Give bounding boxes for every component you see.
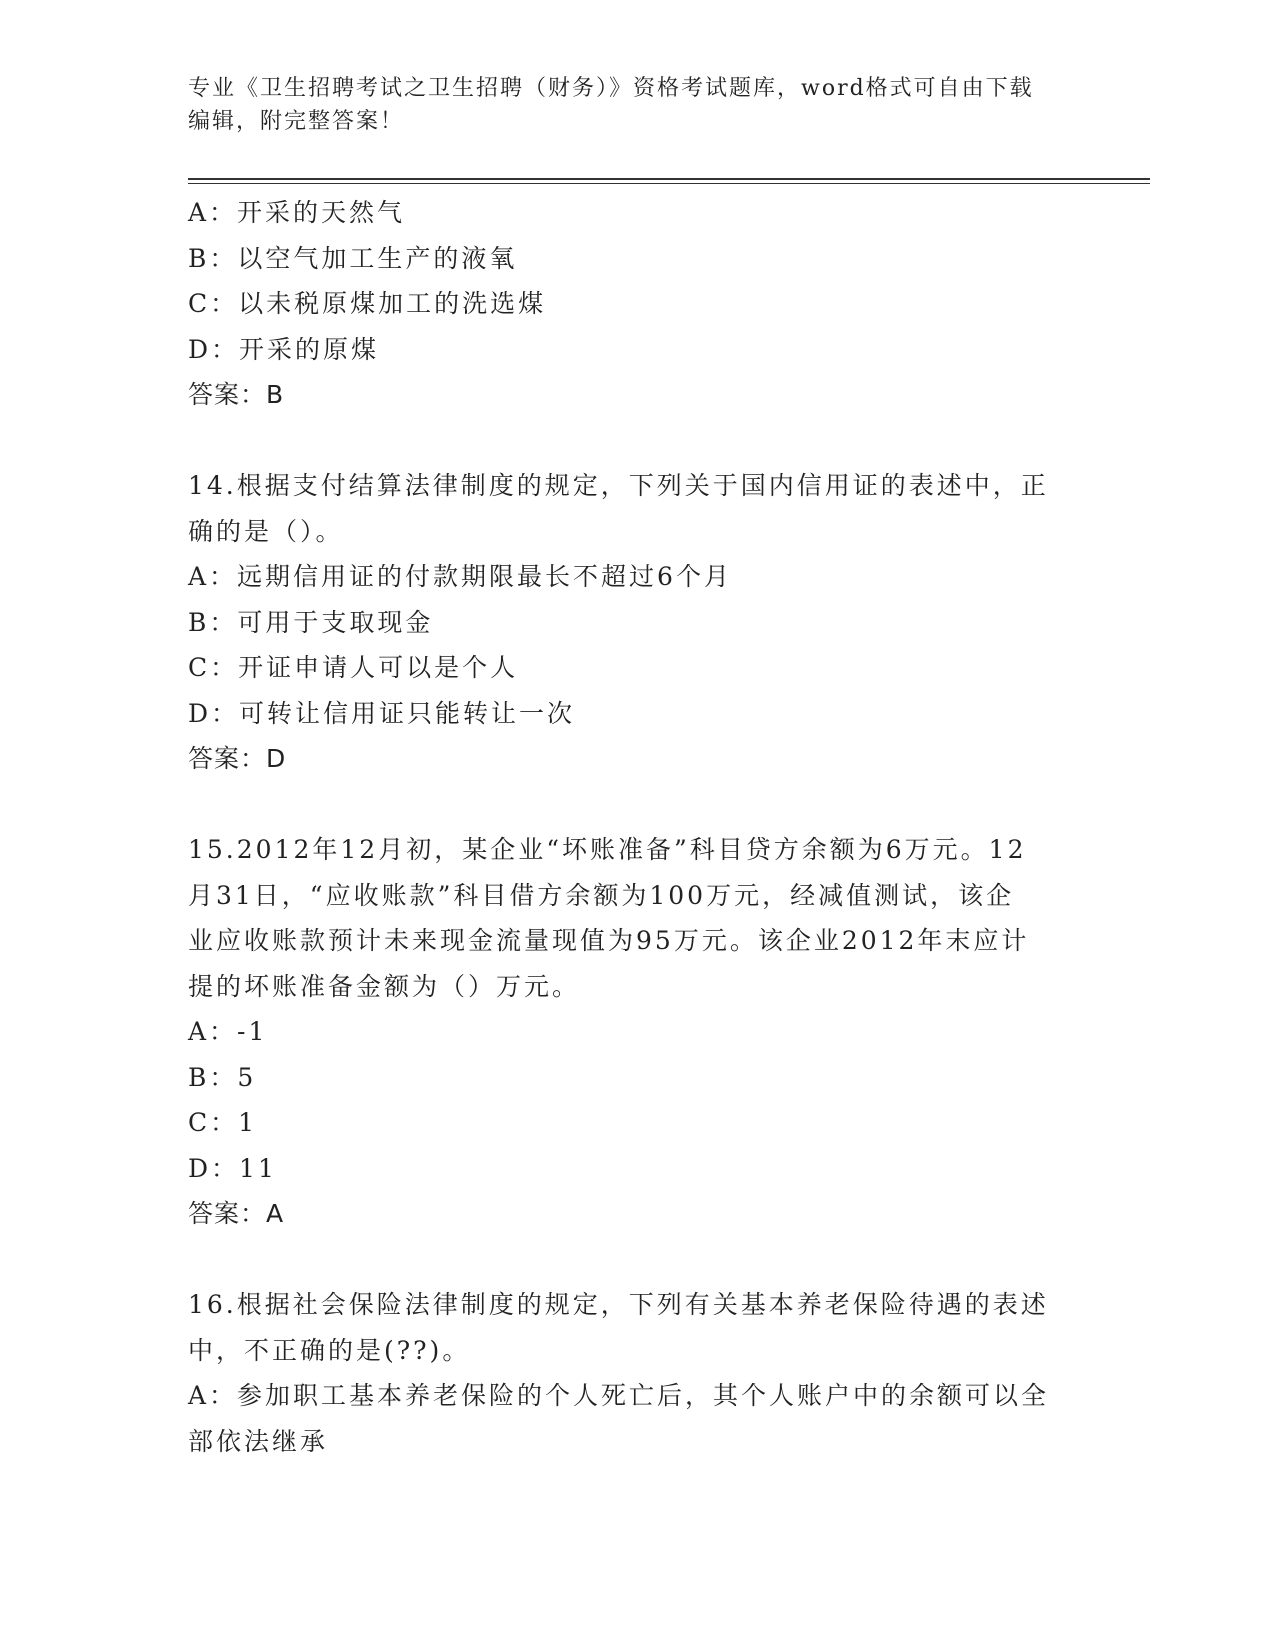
question-text-line: 16.根据社会保险法律制度的规定，下列有关基本养老保险待遇的表述 [188, 1290, 1049, 1319]
option-a: A：参加职工基本养老保险的个人死亡后，其个人账户中的余额可以全 [188, 1381, 1050, 1410]
question-text-line: 15.2012年12月初，某企业“坏账准备”科目贷方余额为6万元。12 [188, 835, 1027, 864]
option-b: B：以空气加工生产的液氧 [188, 243, 518, 273]
option-a: A：开采的天然气 [188, 198, 406, 227]
header-divider-thick [188, 178, 1150, 180]
question-text-line: 14.根据支付结算法律制度的规定，下列关于国内信用证的表述中，正 [188, 471, 1049, 500]
question-text-line: 月31日，“应收账款”科目借方余额为100万元，经减值测试，该企 [188, 880, 1015, 910]
option-d: D：开采的原煤 [188, 334, 380, 364]
spacer [188, 418, 1088, 464]
header-divider-thin [188, 183, 1150, 184]
header-line-2: 编辑，附完整答案！ [188, 109, 405, 134]
question-16-block [188, 1282, 1088, 1464]
option-d: D：11 [188, 1153, 277, 1183]
spacer [188, 1237, 1088, 1283]
question-text-line: 业应收账款预计未来现金流量现值为95万元。该企业2012年末应计 [188, 926, 1030, 955]
answer-line: 答案：A [188, 1199, 285, 1228]
question-15-block [188, 827, 1088, 1237]
document-header [188, 72, 1088, 138]
option-a: A：远期信用证的付款期限最长不超过6个月 [188, 562, 732, 591]
option-b: B：可用于支取现金 [188, 607, 434, 637]
question-13-block [188, 190, 1088, 418]
option-a: A：-1 [188, 1017, 268, 1046]
header-line-1: 专业《卫生招聘考试之卫生招聘（财务）》资格考试题库，word格式可自由下载 [188, 76, 1034, 101]
question-text-line: 中，不正确的是(??)。 [188, 1335, 471, 1365]
option-b: B：5 [188, 1062, 257, 1092]
question-text-line: 提的坏账准备金额为（）万元。 [188, 971, 581, 1001]
question-list [188, 190, 1088, 1464]
question-14-block [188, 463, 1088, 782]
answer-line: 答案：D [188, 744, 287, 773]
option-a-continued: 部依法继承 [188, 1426, 329, 1456]
option-d: D：可转让信用证只能转让一次 [188, 698, 576, 728]
answer-line: 答案：B [188, 380, 285, 409]
option-c: C：以未税原煤加工的洗选煤 [188, 289, 547, 318]
question-text-line: 确的是（）。 [188, 516, 344, 546]
option-c: C：开证申请人可以是个人 [188, 653, 519, 682]
spacer [188, 782, 1088, 828]
option-c: C：1 [188, 1108, 258, 1137]
